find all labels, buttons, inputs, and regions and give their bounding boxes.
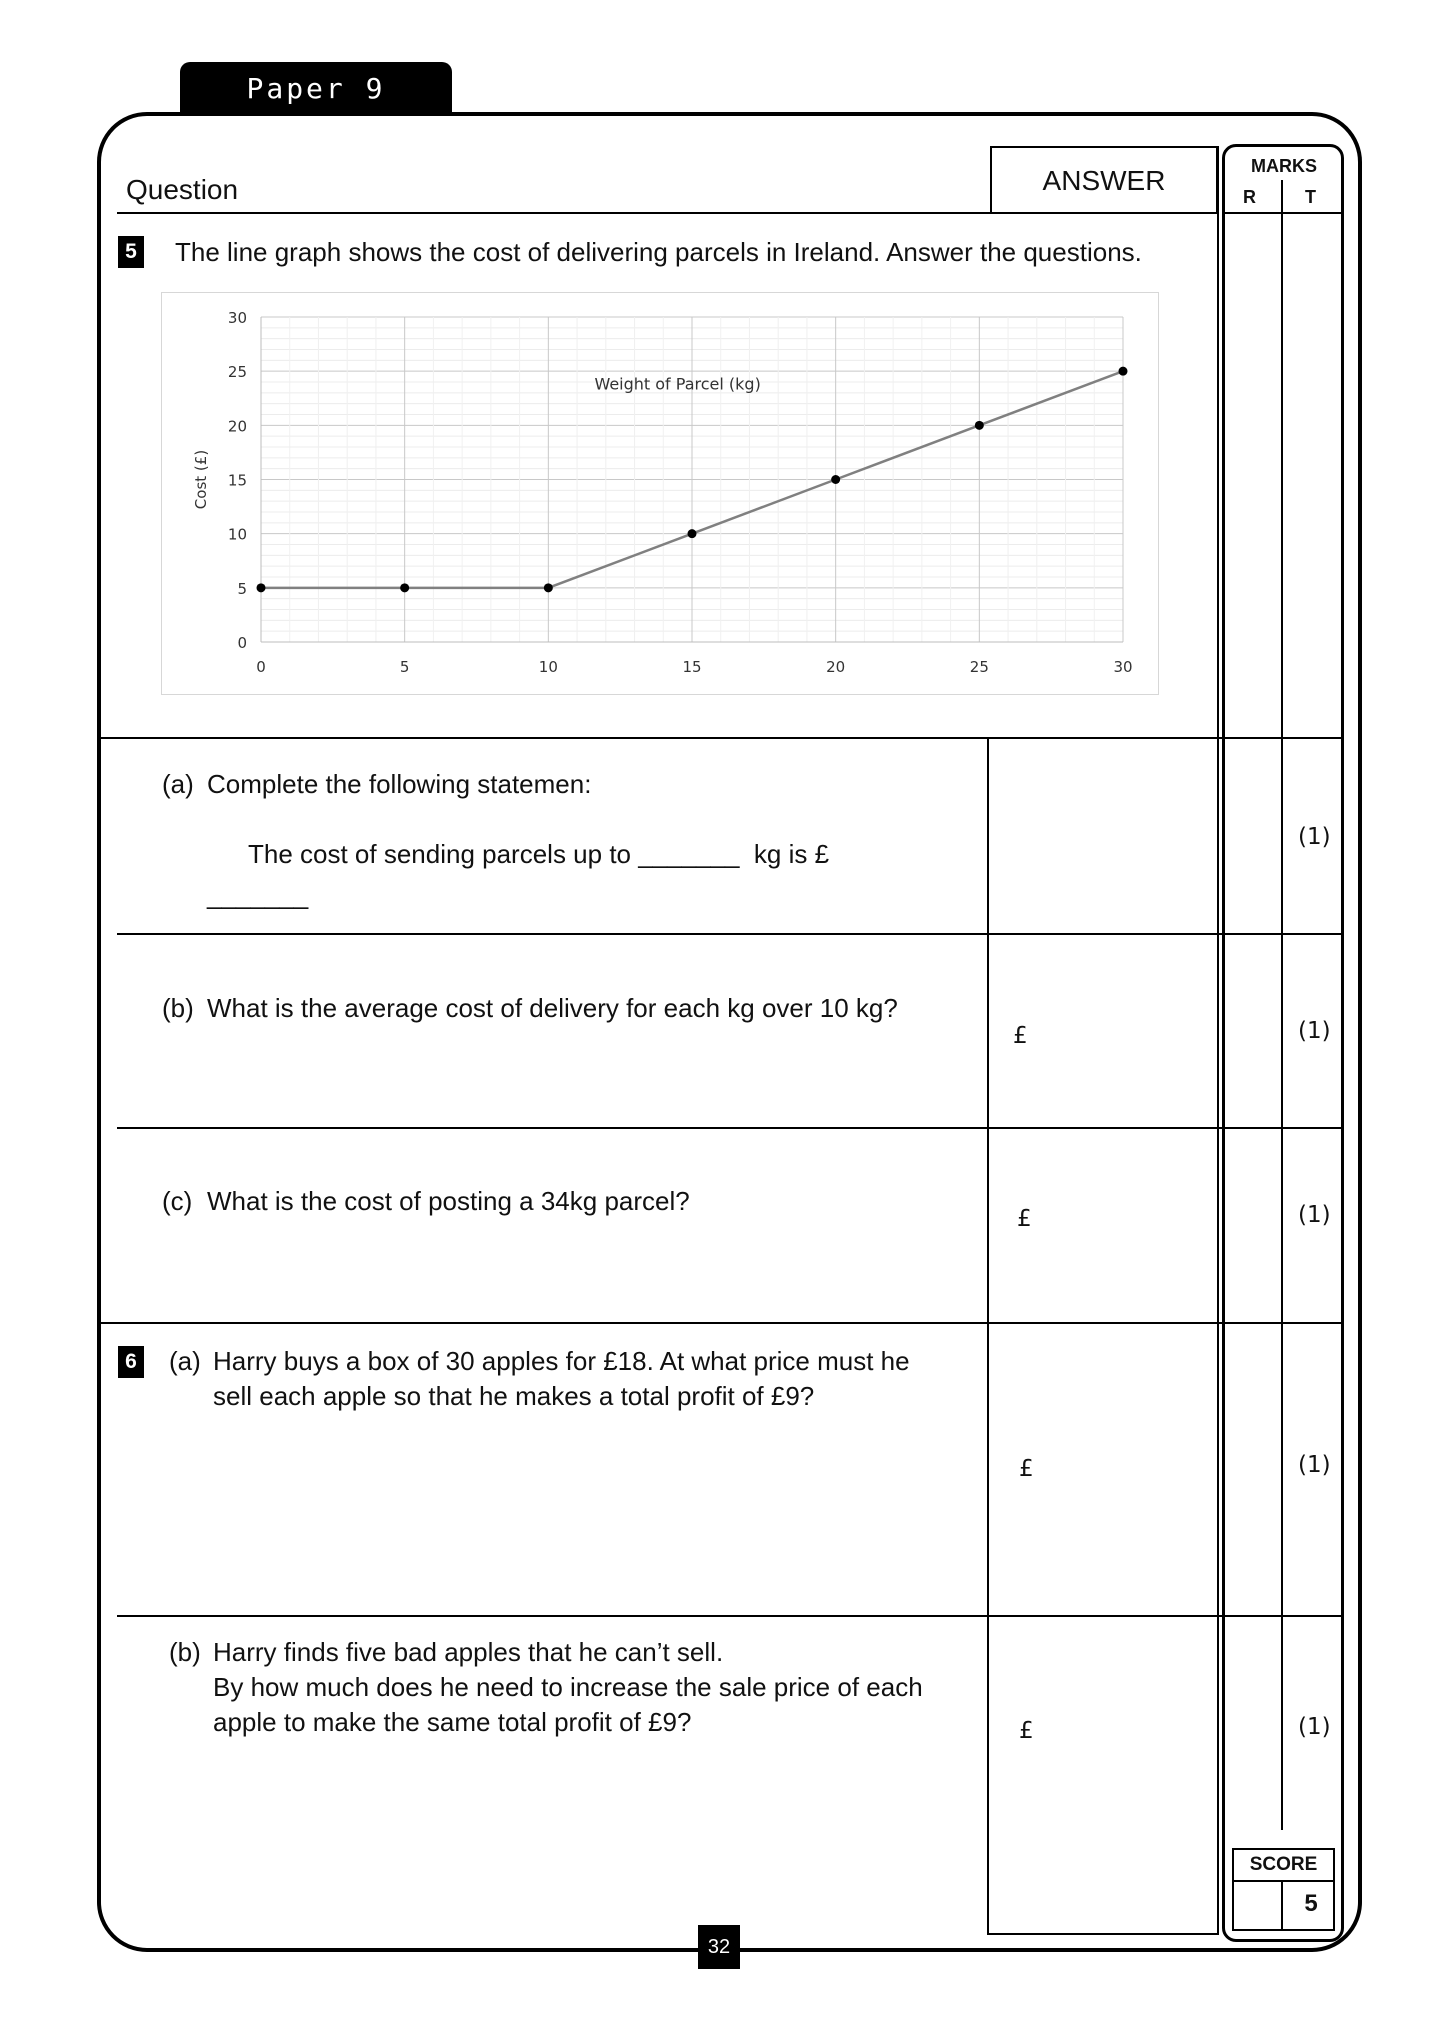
- q6b-line1: Harry finds five bad apples that he can’t sell.: [213, 1637, 724, 1667]
- q5a-text: Complete the following statemen:: [207, 769, 592, 799]
- row-divider-6a: [99, 1322, 1341, 1324]
- q6a-mark: (1): [1298, 1452, 1331, 1478]
- chart-svg: [162, 293, 1158, 694]
- q5c-currency: £: [1017, 1206, 1032, 1232]
- q6a-currency: £: [1019, 1456, 1034, 1482]
- x-tick-label: 0: [256, 658, 266, 676]
- y-tick-label: 20: [227, 417, 247, 436]
- q6a-line2: sell each apple so that he makes a total profit of £9?: [213, 1381, 815, 1411]
- y-axis-label: Cost (£): [192, 449, 210, 510]
- answer-column-right-border: [1217, 146, 1219, 1935]
- header-divider: [117, 212, 1217, 214]
- q5c-text: What is the cost of posting a 34kg parcel?: [207, 1186, 690, 1216]
- y-tick-label: 25: [227, 363, 247, 382]
- x-tick-label: 10: [538, 658, 558, 676]
- marks-column-header: MARKS: [1251, 156, 1317, 176]
- q5a-mark: (1): [1298, 824, 1331, 850]
- score-label: SCORE: [1249, 1854, 1318, 1875]
- x-tick-label: 30: [1113, 658, 1133, 676]
- data-point: [688, 529, 697, 538]
- score-divider: [1232, 1880, 1335, 1882]
- q5b-currency: £: [1013, 1023, 1028, 1049]
- data-point: [1119, 367, 1128, 376]
- q6b-line2: By how much does he need to increase the sale price of each: [213, 1672, 923, 1702]
- chart-title: Weight of Parcel (kg): [594, 374, 761, 394]
- answer-column-bottom: [987, 1933, 1219, 1935]
- x-tick-label: 5: [399, 658, 410, 676]
- q6a-line1: Harry buys a box of 30 apples for £18. At what price must he: [213, 1346, 910, 1376]
- row-divider-5b: [117, 933, 1341, 935]
- y-tick-label: 15: [227, 471, 247, 490]
- question-6-number: 6: [118, 1346, 144, 1378]
- cost-line-graph: [161, 292, 1159, 695]
- marks-r-header: R: [1243, 187, 1256, 207]
- paper-tab: Paper 9: [180, 62, 452, 114]
- row-divider-5c: [117, 1127, 1341, 1129]
- q6b-currency: £: [1019, 1718, 1034, 1744]
- answer-column-header: ANSWER: [990, 146, 1218, 213]
- page-number: 32: [698, 1925, 740, 1969]
- y-tick-label: 30: [227, 309, 247, 327]
- score-value: 5: [1304, 1890, 1318, 1917]
- data-point: [400, 583, 409, 592]
- row-divider-6b: [117, 1615, 1341, 1617]
- q5b-mark: (1): [1298, 1018, 1331, 1044]
- data-point: [831, 475, 840, 484]
- y-tick-label: 0: [237, 634, 247, 652]
- marks-t-header: T: [1305, 187, 1316, 207]
- q6b-mark: (1): [1298, 1714, 1331, 1740]
- q6b-label: (b): [169, 1637, 201, 1667]
- x-tick-label: 20: [826, 658, 846, 676]
- answer-column-left-border: [987, 737, 989, 1935]
- q5b-label: (b): [162, 993, 194, 1023]
- score-split: [1281, 1880, 1283, 1931]
- data-point: [257, 583, 266, 592]
- q5a-answer-blank[interactable]: _______: [207, 880, 309, 910]
- y-tick-label: 10: [227, 525, 247, 544]
- marks-header-divider: [1225, 212, 1341, 214]
- data-point: [544, 583, 553, 592]
- q6b-line3: apple to make the same total profit of £9?: [213, 1707, 692, 1737]
- x-tick-label: 25: [969, 658, 989, 676]
- q5a-label: (a): [162, 769, 194, 799]
- x-tick-label: 15: [682, 658, 702, 676]
- data-point: [975, 421, 984, 430]
- question-5-intro: The line graph shows the cost of delivering parcels in Ireland. Answer the questions.: [175, 237, 1142, 267]
- y-tick-label: 5: [237, 579, 247, 598]
- q5a-statement: The cost of sending parcels up to _______ kg is £: [248, 839, 830, 869]
- q5c-mark: (1): [1298, 1202, 1331, 1228]
- row-divider-5a: [99, 737, 1341, 739]
- q6a-label: (a): [169, 1346, 201, 1376]
- marks-r-t-divider: [1281, 180, 1283, 1830]
- q5b-text: What is the average cost of delivery for each kg over 10 kg?: [207, 993, 898, 1023]
- question-5-number: 5: [118, 236, 144, 268]
- question-column-header: Question: [126, 174, 239, 205]
- q5c-label: (c): [162, 1186, 193, 1216]
